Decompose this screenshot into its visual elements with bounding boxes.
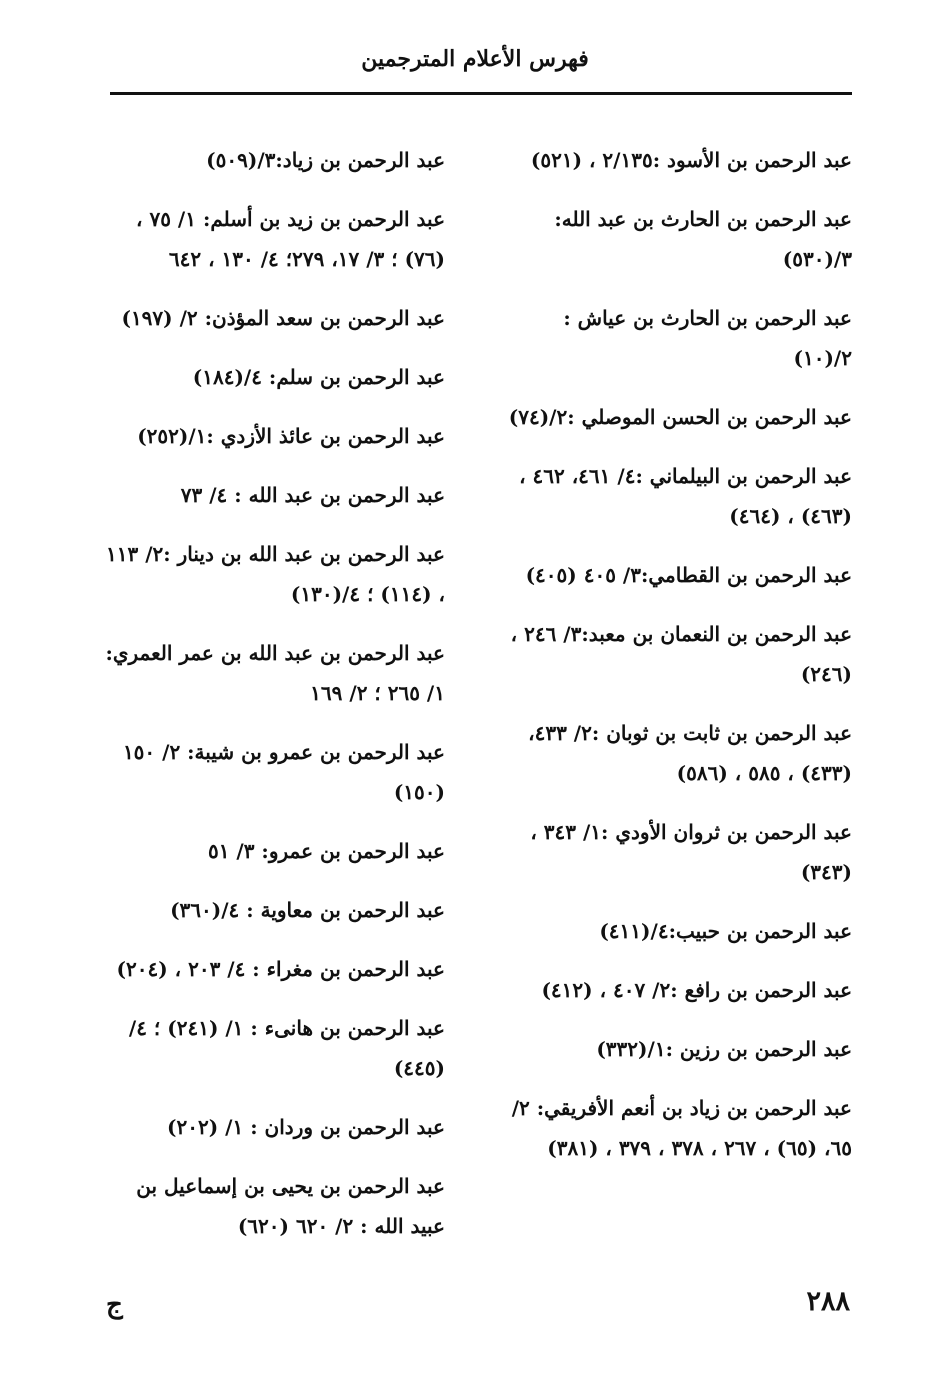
index-entry: عبد الرحمن بن عبد الله : ٤/ ٧٣	[180, 483, 445, 507]
index-entry: عبد الرحمن بن عمرو بن شيبة: ٢/ ١٥٠ (١٥٠)	[122, 740, 445, 804]
index-entry: عبد الرحمن بن زيد بن أسلم: ١/ ٧٥ ، (٧٦) ؛ ٣/ ١٧، ٢٧٩؛ ٤/ ١٣٠ ، ٦٤٢	[136, 207, 445, 271]
index-entry: عبد الرحمن بن النعمان بن معبد:٣/ ٢٤٦ ، (٢٤٦)	[510, 622, 852, 686]
index-entry: عبد الرحمن بن عمرو: ٣/ ٥١	[207, 839, 445, 863]
index-entry: عبد الرحمن بن ثابت بن ثوبان :٢/ ٤٣٣، (٤٣٣) ، ٥٨٥ ، (٥٨٦)	[528, 721, 852, 785]
running-header-title: فهرس الأعلام المترجمين	[361, 46, 589, 72]
index-entry: عبد الرحمن بن سعد المؤذن: ٢/ (١٩٧)	[121, 306, 445, 330]
index-entry: عبد الرحمن بن الحارث بن عبد الله: ٣/(٥٣٠)	[554, 207, 852, 271]
index-entry: عبد الرحمن بن هانىء : ١/ (٢٤١) ؛ ٤/ (٤٤٥)	[128, 1016, 445, 1080]
header-rule	[110, 92, 852, 95]
index-entry: عبد الرحمن بن عائذ الأزدي :١/(٢٥٢)	[137, 424, 445, 448]
index-entry: عبد الرحمن بن وردان : ١/ (٢٠٢)	[167, 1115, 445, 1139]
index-entry: عبد الرحمن بن القطامي:٣/ ٤٠٥ (٤٠٥)	[525, 563, 852, 587]
page-number: ٢٨٨	[806, 1286, 850, 1317]
index-entry: عبد الرحمن بن مغراء : ٤/ ٢٠٣ ، (٢٠٤)	[116, 957, 445, 981]
index-entry: عبد الرحمن بن عبد الله بن دينار :٢/ ١١٣ ، (١١٤) ؛ ٤/(١٣٠)	[106, 542, 445, 606]
index-entry: عبد الرحمن بن ثروان الأودي :١/ ٣٤٣ ، (٣٤٣)	[530, 820, 852, 884]
index-entry: عبد الرحمن بن رزين :١/(٣٣٢)	[596, 1037, 852, 1061]
index-entry: عبد الرحمن بن الحارث بن عياش : ٢/(١٠)	[563, 306, 852, 370]
index-entry: عبد الرحمن بن زياد:٣/(٥٠٩)	[206, 148, 445, 172]
index-column-left	[100, 140, 445, 1265]
index-column-right	[507, 140, 852, 1187]
index-entry: عبد الرحمن بن البيلماني :٤/ ٤٦١، ٤٦٢ ، (٤٦٣) ، (٤٦٤)	[519, 464, 852, 528]
index-entry: عبد الرحمن بن عبد الله بن عمر العمري: ١/ ٢٦٥ ؛ ٢/ ١٦٩	[105, 641, 445, 705]
index-entry: عبد الرحمن بن سلم: ٤/(١٨٤)	[192, 365, 445, 389]
signature-mark: ج	[106, 1290, 123, 1320]
index-entry: عبد الرحمن بن يحيى بن إسماعيل بن عبيد الله : ٢/ ٦٢٠ (٦٢٠)	[136, 1174, 445, 1238]
index-entry: عبد الرحمن بن الحسن الموصلي :٢/(٧٤)	[508, 405, 852, 429]
index-entry: عبد الرحمن بن رافع :٢/ ٤٠٧ ، (٤١٢)	[541, 978, 852, 1002]
index-entry: عبد الرحمن بن معاوية : ٤/(٣٦٠)	[170, 898, 445, 922]
index-entry: عبد الرحمن بن حبيب:٤/(٤١١)	[599, 919, 852, 943]
index-entry: عبد الرحمن بن الأسود :٢/١٣٥ ، (٥٢١)	[530, 148, 852, 172]
index-entry: عبد الرحمن بن زياد بن أنعم الأفريقي: ٢/ ٦٥، (٦٥) ، ٢٦٧ ، ٣٧٨ ، ٣٧٩ ، (٣٨١)	[511, 1096, 852, 1160]
